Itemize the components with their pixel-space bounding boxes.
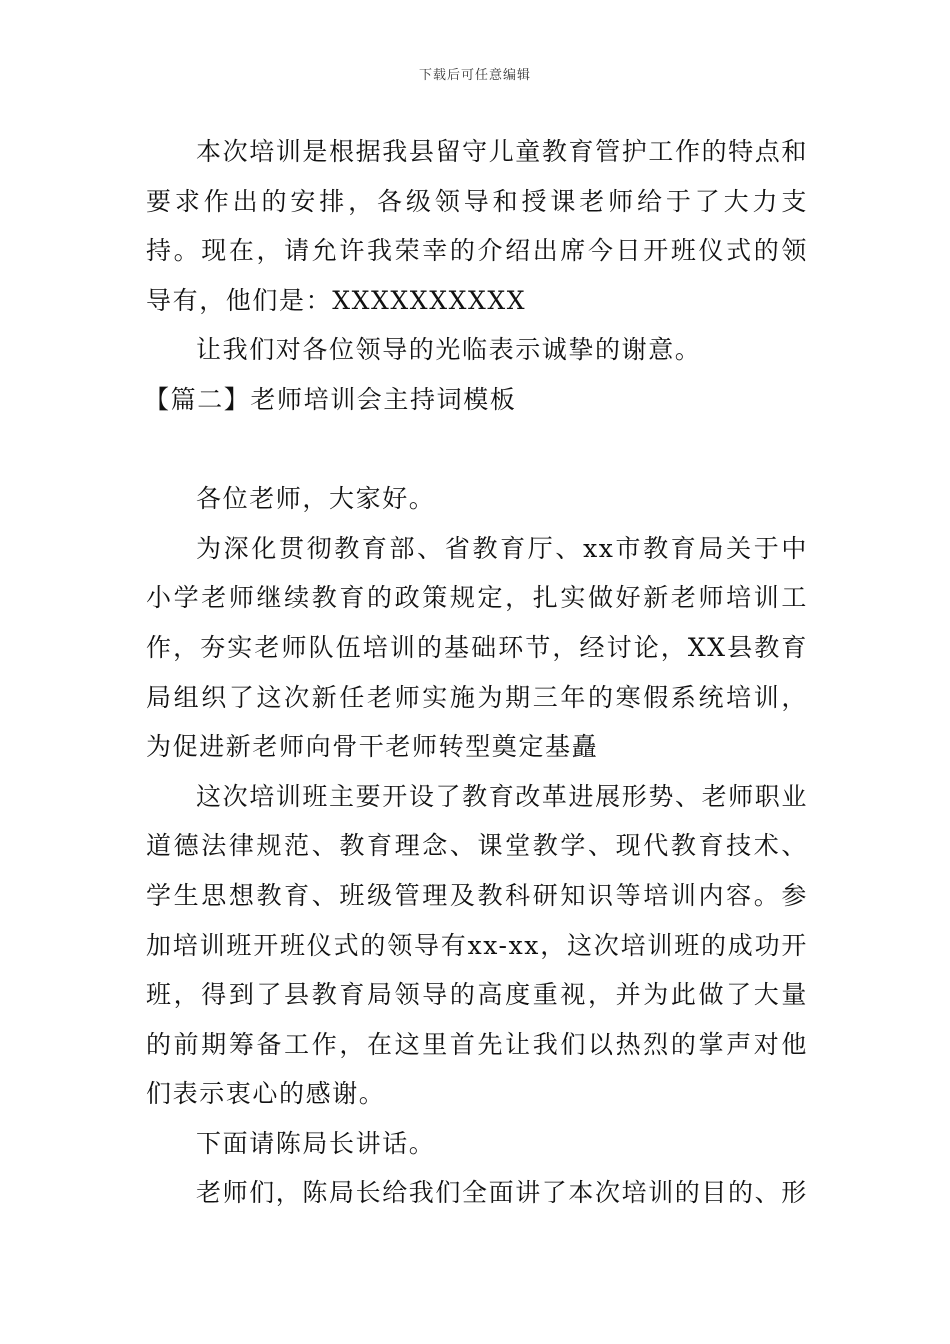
paragraph-thanks-leaders: 让我们对各位领导的光临表示诚挚的谢意。 <box>196 335 702 365</box>
paragraph-speech-summary: 老师们，陈局长给我们全面讲了本次培训的目的、形 <box>196 1178 808 1208</box>
paragraph-invite-speech: 下面请陈局长讲话。 <box>196 1128 436 1158</box>
paragraph-greeting: 各位老师，大家好。 <box>196 484 436 514</box>
section-title: 【篇二】老师培训会主持词模板 <box>144 384 517 414</box>
document-body <box>146 127 808 1218</box>
page-header-note: 下载后可任意编辑 <box>418 68 531 83</box>
paragraph-training-intro: 本次培训是根据我县留守儿童教育管护工作的特点和要求作出的安排，各级领导和授课老师给于了大力支持。现在，请允许我荣幸的介绍出席今日开班仪式的领导有，他们是：XXXXXXXXXX <box>146 137 808 315</box>
paragraph-training-purpose: 为深化贯彻教育部、省教育厅、xx市教育局关于中小学老师继续教育的政策规定，扎实做好新老师培训工作，夯实老师队伍培训的基础环节，经讨论，XX县教育局组织了这次新任老师实施为期三年的寒假系统培训，为促进新老师向骨干老师转型奠定基矗 <box>146 533 808 762</box>
paragraph-training-content: 这次培训班主要开设了教育改革进展形势、老师职业道德法律规范、教育理念、课堂教学、现代教育技术、学生思想教育、班级管理及教科研知识等培训内容。参加培训班开班仪式的领导有xx-xx，这次培训班的成功开班，得到了县教育局领导的高度重视，并为此做了大量的前期筹备工作，在这里首先让我们以热烈的掌声对他们表示衷心的感谢。 <box>146 781 808 1109</box>
blank-line <box>146 425 808 475</box>
